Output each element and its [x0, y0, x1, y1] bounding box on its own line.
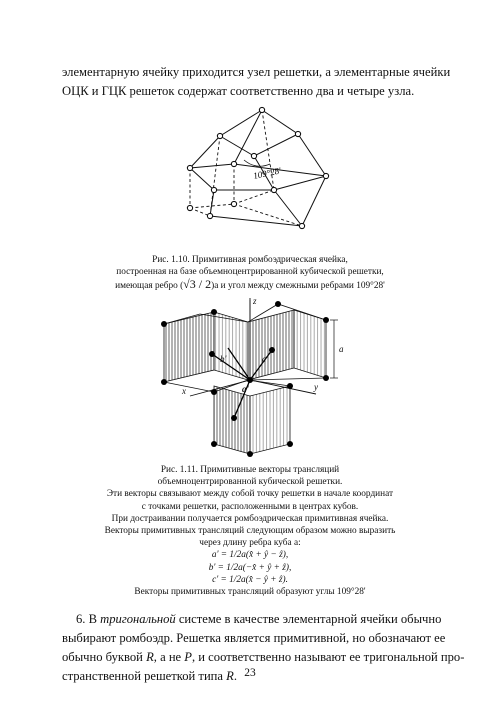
vector-a-prime-label: a'	[242, 384, 250, 394]
formula-b-prime: b' = 1/2a(−x̂ + ŷ + ẑ),	[208, 562, 292, 573]
caption-1-11-last-line: Векторы примитивных трансляций образуют углы 109°28'	[134, 587, 366, 598]
figure-1-11-caption	[60, 464, 440, 598]
axis-x-label: x	[182, 386, 186, 396]
caption-1-11-line-5: При достраивании получается ромбоэдрическая примитивная ячейка.	[111, 513, 389, 524]
vector-c-prime-label: c'	[262, 354, 268, 364]
caption-1-10-line-2: построенная на базе объемноцентрированной кубической решетки,	[116, 267, 384, 278]
caption-1-11-line-4: с точками решетки, расположенными в центрах кубов.	[141, 501, 359, 512]
formula-c-prime: c' = 1/2a(x̂ − ŷ + ẑ).	[212, 574, 288, 585]
vector-b-prime-label: b'	[220, 354, 227, 364]
page-number: 23	[244, 667, 256, 679]
para6-line-2: выбирают ромбоэдр. Решетка является примитивной, но обозначают ее	[62, 631, 446, 645]
caption-1-11-line-2: объемноцентрированной кубической решетки.	[157, 477, 343, 488]
para6-line-3: обычно буквой R, а не P, и соответственно называют ее тригональной про-	[62, 650, 465, 664]
intro-paragraph	[62, 63, 451, 101]
figure-1-11-bcc-vectors	[150, 296, 360, 464]
axis-y-label: y	[314, 382, 318, 392]
para6-line-1: 6. В тригональной системе в качестве элементарной ячейки обычно	[76, 612, 442, 626]
para6-line-4: странственной решеткой типа R.	[62, 669, 238, 683]
intro-line-1: элементарную ячейку приходится узел решетки, а элементарные ячейки	[62, 65, 451, 79]
formula-a-prime: a' = 1/2a(x̂ + ŷ − ẑ),	[211, 550, 289, 561]
sqrt-expression: √3 / 2	[183, 277, 212, 292]
caption-1-10-line-3: имеющая ребро (√3 / 2)a и угол между смежными ребрами 109°28'	[115, 277, 385, 292]
dimension-a-label: a	[339, 344, 344, 354]
angle-label: 109°28'	[252, 165, 282, 181]
intro-line-2: ОЦК и ГЦК решеток содержат соответственно два и четыре узла.	[62, 84, 415, 98]
caption-1-11-line-7: через длину ребра куба a:	[199, 538, 301, 549]
caption-1-10-line-1: Рис. 1.10. Примитивная ромбоэдрическая ячейка,	[152, 255, 348, 265]
caption-1-11-line-6: Векторы примитивных трансляций следующим образом можно выразить	[104, 526, 396, 537]
figure-1-10-rhombohedral-cell	[170, 104, 350, 246]
caption-1-11-line-3: Эти векторы связывают между собой точку решетки в начале координат	[106, 489, 394, 500]
figure-1-10-caption	[60, 254, 440, 293]
axis-z-label: z	[253, 296, 257, 306]
caption-1-11-line-1: Рис. 1.11. Примитивные векторы трансляций	[160, 465, 340, 475]
